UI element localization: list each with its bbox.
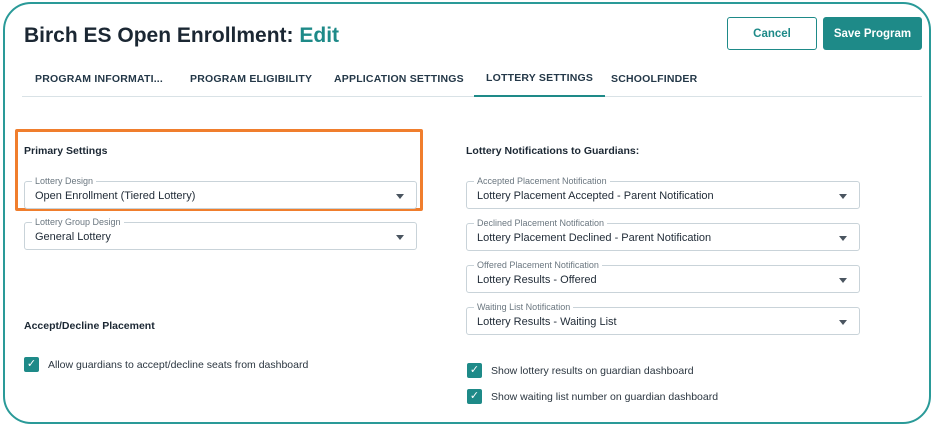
declined-notification-label: Declined Placement Notification [474, 218, 607, 228]
page-title-main: Birch ES Open Enrollment: [24, 24, 300, 47]
tab-program-information[interactable]: PROGRAM INFORMATI... [35, 72, 164, 85]
tab-program-eligibility[interactable]: PROGRAM ELIGIBILITY [190, 72, 313, 85]
show-waiting-checkbox-row[interactable] [467, 389, 718, 404]
lottery-group-design-value: General Lottery [35, 231, 111, 243]
chevron-down-icon [396, 235, 404, 240]
accepted-notification-value: Lottery Placement Accepted - Parent Notification [477, 190, 714, 202]
tab-application-settings[interactable]: APPLICATION SETTINGS [334, 72, 464, 85]
accept-decline-checkbox-label: Allow guardians to accept/decline seats from dashboard [48, 358, 309, 371]
waiting-list-notification-value: Lottery Results - Waiting List [477, 316, 617, 328]
tab-bar [22, 60, 922, 97]
lottery-design-label: Lottery Design [32, 176, 96, 186]
check-icon[interactable]: ✓ [467, 389, 482, 404]
declined-notification-select[interactable] [466, 218, 860, 251]
accepted-notification-select[interactable] [466, 176, 860, 209]
check-icon[interactable]: ✓ [467, 363, 482, 378]
primary-settings-title: Primary Settings [24, 145, 108, 157]
notifications-title: Lottery Notifications to Guardians: [466, 145, 640, 157]
declined-notification-value: Lottery Placement Declined - Parent Notification [477, 232, 712, 244]
waiting-list-notification-label: Waiting List Notification [474, 302, 573, 312]
tab-lottery-settings[interactable]: LOTTERY SETTINGS [474, 60, 605, 97]
accept-decline-title: Accept/Decline Placement [24, 320, 155, 332]
lottery-design-select[interactable] [24, 176, 417, 209]
lottery-design-value: Open Enrollment (Tiered Lottery) [35, 190, 196, 202]
page-title-edit: Edit [299, 24, 340, 47]
waiting-list-notification-select[interactable] [466, 302, 860, 335]
chevron-down-icon [839, 320, 847, 325]
show-waiting-checkbox-label: Show waiting list number on guardian dashboard [491, 390, 719, 403]
accept-decline-checkbox-row[interactable] [24, 357, 308, 372]
edit-program-window [3, 2, 931, 424]
lottery-group-design-select[interactable] [24, 217, 417, 250]
check-icon[interactable]: ✓ [24, 357, 39, 372]
page-title [24, 24, 339, 48]
show-results-checkbox-row[interactable] [467, 363, 694, 378]
chevron-down-icon [396, 194, 404, 199]
offered-notification-select[interactable] [466, 260, 860, 293]
chevron-down-icon [839, 278, 847, 283]
accepted-notification-label: Accepted Placement Notification [474, 176, 610, 186]
offered-notification-label: Offered Placement Notification [474, 260, 602, 270]
cancel-button[interactable]: Cancel [727, 17, 817, 50]
chevron-down-icon [839, 194, 847, 199]
tab-schoolfinder[interactable]: SCHOOLFINDER [611, 72, 698, 85]
lottery-group-design-label: Lottery Group Design [32, 217, 124, 227]
chevron-down-icon [839, 236, 847, 241]
offered-notification-value: Lottery Results - Offered [477, 274, 597, 286]
show-results-checkbox-label: Show lottery results on guardian dashboard [491, 364, 694, 377]
save-program-button[interactable]: Save Program [823, 17, 922, 50]
